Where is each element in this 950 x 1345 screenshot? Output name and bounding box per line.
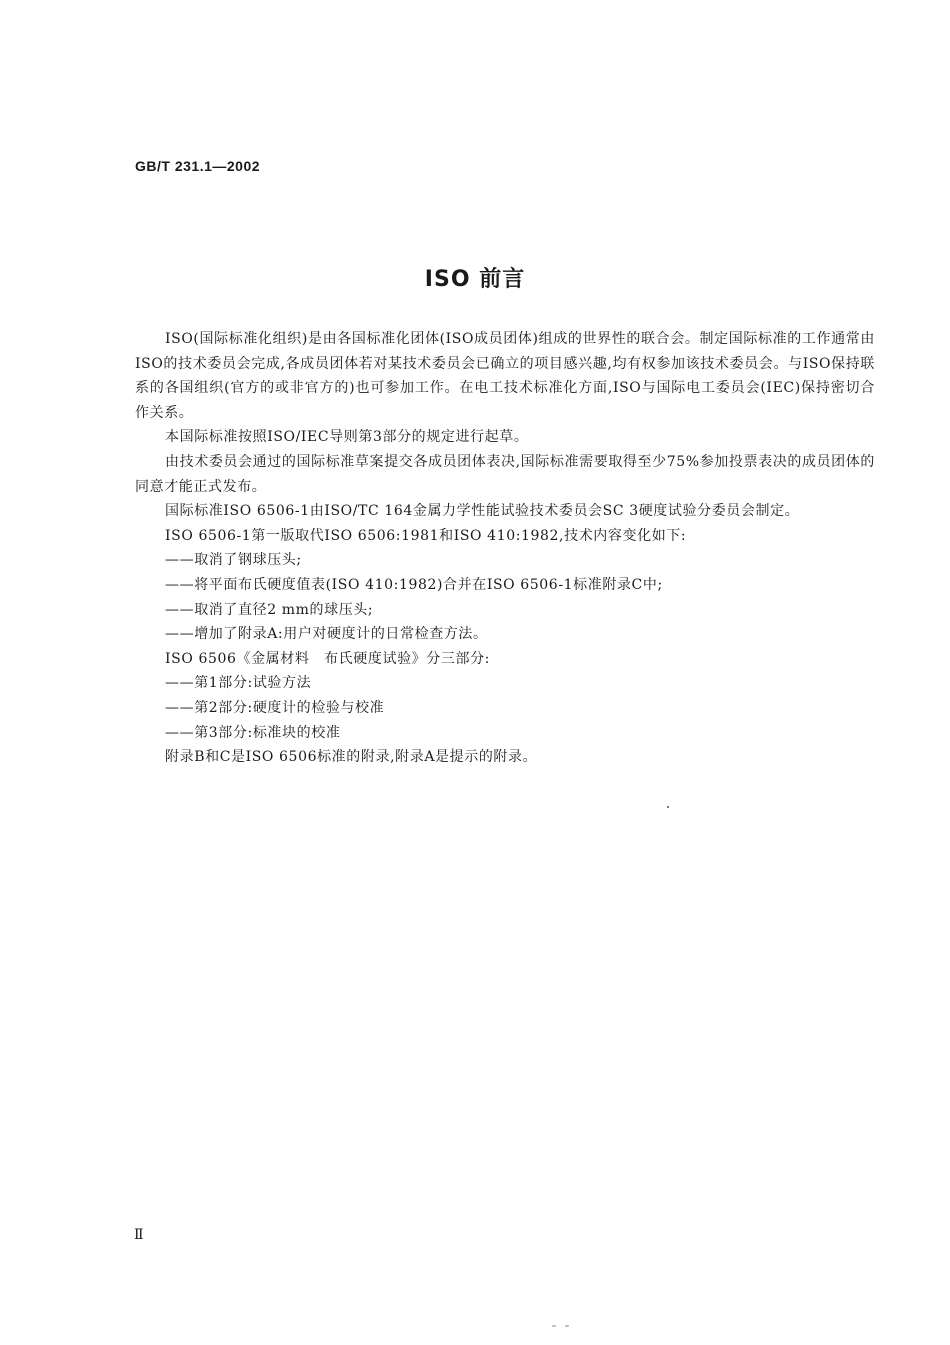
paragraph-iso-intro: ISO(国际标准化组织)是由各国标准化团体(ISO成员团体)组成的世界性的联合会。制定国际标准的工作通常由ISO的技术委员会完成,各成员团体若对某技术委员会已确立的项目感兴趣,均有权参加该技术委员会。与ISO保持联系的各国组织(官方的或非官方的)也可参加工作。在电工技术标准化方面,ISO与国际电工委员会(IEC)保持密切合作关系。 [135, 331, 875, 421]
page-title: ISO 前言 [424, 267, 526, 292]
list-item-part-3: ——第3部分:标准块的校准 [165, 724, 341, 741]
document-body [135, 327, 875, 770]
list-item-part-1: ——第1部分:试验方法 [165, 675, 312, 692]
list-item-change-4: ——增加了附录A:用户对硬度计的日常检查方法。 [165, 626, 488, 643]
list-item-change-2: ——将平面布氏硬度值表(ISO 410:1982)合并在ISO 6506-1标准附录C中; [165, 576, 663, 593]
paragraph-prepared-by: 国际标准ISO 6506-1由ISO/TC 164金属力学性能试验技术委员会SC 3硬度试验分委员会制定。 [165, 503, 800, 520]
standard-code: GB/T 231.1—2002 [135, 158, 261, 174]
paragraph-voting: 由技术委员会通过的国际标准草案提交各成员团体表决,国际标准需要取得至少75%参加投票表决的成员团体的同意才能正式发布。 [135, 453, 875, 495]
list-item-part-2: ——第2部分:硬度计的检验与校准 [165, 699, 385, 716]
paragraph-parts-intro: ISO 6506《金属材料 布氏硬度试验》分三部分: [165, 650, 490, 667]
list-item-change-1: ——取消了钢球压头; [165, 552, 302, 569]
list-item-change-3: ——取消了直径2 mm的球压头; [165, 601, 374, 618]
paragraph-edition-changes: ISO 6506-1第一版取代ISO 6506:1981和ISO 410:1982,技术内容变化如下: [165, 527, 687, 544]
paragraph-annexes: 附录B和C是ISO 6506标准的附录,附录A是提示的附录。 [165, 749, 538, 766]
paragraph-drafting-rules: 本国际标准按照ISO/IEC导则第3部分的规定进行起草。 [165, 429, 529, 446]
page-number: Ⅱ [134, 1227, 144, 1243]
scan-speck [552, 1325, 556, 1327]
scan-speck [565, 1325, 569, 1327]
scan-speck [667, 806, 669, 808]
